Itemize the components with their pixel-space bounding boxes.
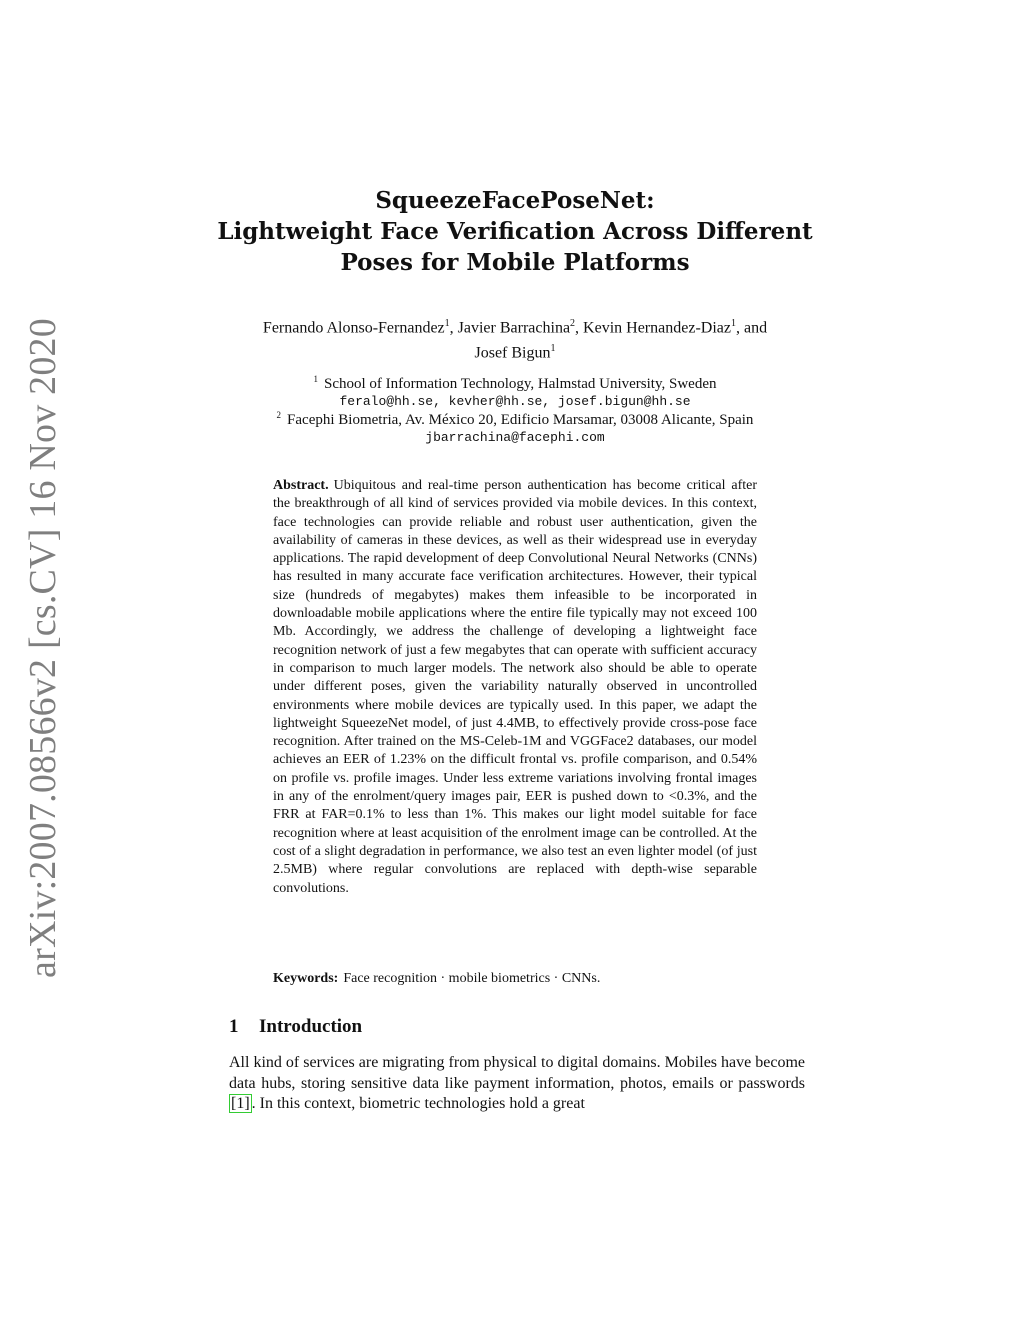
abstract-text: Ubiquitous and real-time person authentication has become critical after the breakthrough of all kind of services provided via mobile devices. In this context, face technologies can provide reliable and robust user authentication, given the availability of cameras in these devices, as well as their widespread use in everyday applications. The rapid development of deep Convolutional Neural Networks (CNNs) has resulted in many accurate face verification architectures. However, their typical size (hundreds of megabytes) makes them infeasible to be incorporated in downloadable mobile applications where the entire file typically may not exceed 100 Mb. Accordingly, we address the challenge of developing a lightweight face recognition network of just a few megabytes that can operate with sufficient accuracy in comparison to much larger models. The network also should be able to operate under different poses, given the variability naturally observed in uncontrolled environments where mobile devices are typically used. In this paper, we adapt the lightweight SqueezeNet model, of just 4.4MB, to effectively provide cross-pose face recognition. After trained on the MS-Celeb-1M and VGGFace2 databases, our model achieves an EER of 1.23% on the difficult frontal vs. profile comparison, and 0.54% on profile vs. profile images. Under less extreme variations involving frontal images in any of the enrolment/query images pair, EER is pushed down to <0.3%, and the FRR at FAR=0.1% to less than 1%. This makes our light model suitable for face recognition where at least acquisition of the enrolment image can be controlled. At the cost of a slight degradation in performance, we also test an even lighter model (of just 2.5MB) where regular convolutions are replaced with depth-wise separable convolutions. bbox=[273, 478, 757, 896]
author-name: Fernando Alonso-Fernandez bbox=[262, 319, 445, 337]
arxiv-identifier: arXiv:2007.08566v2 [cs.CV] 16 Nov 2020 bbox=[22, 318, 64, 978]
paragraph-text: . In this context, biometric technologies hold a great bbox=[251, 1095, 585, 1112]
introduction-paragraph bbox=[229, 1053, 805, 1115]
affiliation-number: 2 bbox=[276, 410, 282, 420]
abstract-label: Abstract. bbox=[273, 478, 329, 493]
affiliation-1 bbox=[200, 370, 830, 411]
affiliation-mark: 1 bbox=[550, 343, 556, 355]
citation-link[interactable]: [1] bbox=[231, 1095, 250, 1112]
keywords-label: Keywords: bbox=[273, 971, 339, 986]
abstract bbox=[273, 477, 757, 898]
author-list: Fernando Alonso-Fernandez$^1$, Javier Barrachina$^2$, Kevin Hernandez-Diaz$^1$, and Josef Bigun$^1$ bbox=[262, 318, 768, 362]
title-line-3: Poses for Mobile Platforms bbox=[340, 249, 690, 276]
affiliation-emails: feralo@hh.se, kevher@hh.se, josef.bigun@hh.se bbox=[339, 394, 691, 409]
title-line-2: Lightweight Face Verification Across Different bbox=[217, 218, 813, 245]
keywords bbox=[273, 970, 757, 988]
author-name: Javier Barrachina bbox=[457, 319, 571, 337]
paragraph-text: All kind of services are migrating from physical to digital domains. Mobiles have become data hubs, storing sensitive data like payment information, photos, emails or passwords bbox=[229, 1054, 805, 1092]
affiliation-mark: 2 bbox=[570, 318, 576, 329]
affiliation-emails: jbarrachina@facephi.com bbox=[425, 430, 605, 445]
section-heading-introduction bbox=[229, 1015, 362, 1039]
affiliation-mark: 1 bbox=[730, 318, 736, 329]
affiliation-mark: 1 bbox=[444, 318, 450, 329]
title-line-1: SqueezeFacePoseNet: bbox=[375, 187, 655, 214]
author-name: Kevin Hernandez-Diaz bbox=[583, 319, 731, 337]
paper-title bbox=[150, 185, 880, 278]
section-number: 1 bbox=[229, 1016, 239, 1037]
affiliation-name: Facephi Biometria, Av. México 20, Edificio Marsamar, 03008 Alicante, Spain bbox=[287, 412, 754, 428]
affiliation-name: School of Information Technology, Halmstad University, Sweden bbox=[324, 376, 717, 392]
author-name: Josef Bigun bbox=[474, 344, 551, 362]
affiliation-2 bbox=[200, 406, 830, 447]
author-conjunction: , and bbox=[735, 319, 768, 337]
section-title: Introduction bbox=[259, 1016, 363, 1037]
keywords-text: Face recognition · mobile biometrics · CNNs. bbox=[343, 971, 601, 986]
affiliation-number: 1 bbox=[313, 374, 318, 384]
